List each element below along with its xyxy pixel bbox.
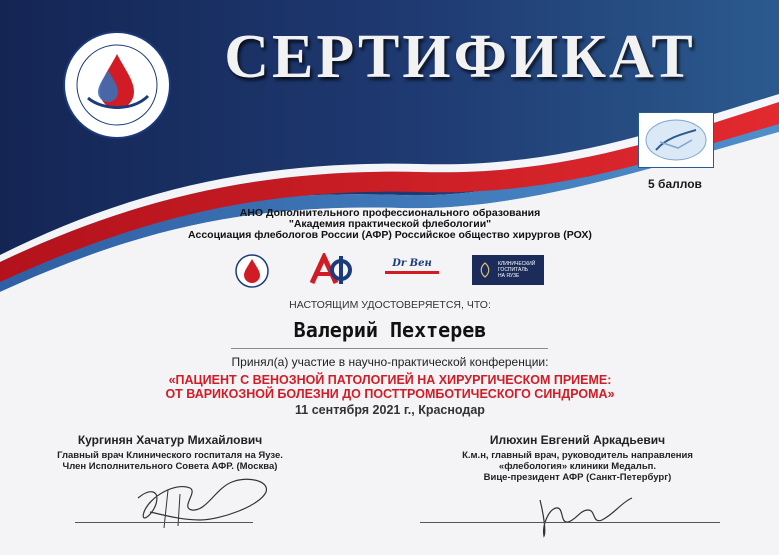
leaf-icon [476, 261, 494, 279]
signatory-right-name: Илюхин Евгений Аркадьевич [489, 433, 666, 447]
signature-right [530, 480, 640, 540]
signatory-right [405, 433, 750, 483]
conference-title-line-1: «ПАЦИЕНТ С ВЕНОЗНОЙ ПАТОЛОГИЕЙ НА ХИРУРГИЧЕСКОМ ПРИЕМЕ: [168, 373, 612, 387]
signature-line-left [75, 522, 253, 523]
points-label: 5 баллов [648, 177, 702, 191]
signatory-right-role-2: «флебология» клиники Медальп. [498, 461, 657, 472]
recipient-underline [231, 348, 548, 349]
phlebology-academy-logo [638, 112, 714, 168]
kliniki-line-1: КЛИНИЧЕСКИЙ [498, 261, 536, 267]
doctor-ven-underline [385, 271, 439, 274]
signatory-right-role-3: Вице-президент АФР (Санкт-Петербург) [483, 472, 672, 483]
kliniki-line-3: НА ЯУЗЕ [498, 273, 520, 279]
doctor-ven-logo [385, 258, 439, 288]
conference-seal-logo [62, 30, 172, 140]
kliniki-logo-text [498, 261, 535, 279]
signature-line-right [420, 522, 720, 523]
signatory-left-role-1: Главный врач Клинического госпиталя на Яузе. [57, 450, 283, 461]
doctor-ven-logo-text: Dr Вен [392, 258, 432, 269]
recipient-name: Валерий Пехтерев [293, 318, 487, 342]
signatory-left-name: Кургинян Хачатур Михайлович [77, 433, 263, 447]
organizer-line-1: АНО Дополнительного профессионального образования [239, 207, 541, 219]
conference-title-line-2: ОТ ВАРИКОЗНОЙ БОЛЕЗНИ ДО ПОСТТРОМБОТИЧЕСКОГО СИНДРОМА» [165, 387, 615, 401]
organizer-line-2: "Академия практической флебологии" [288, 218, 492, 230]
signatory-left [20, 433, 320, 472]
afr-logo [308, 253, 352, 287]
signatory-right-role-1: К.м.н, главный врач, руководитель направления [462, 450, 693, 461]
organizer-line-3: Ассоциация флебологов России (АФР) Российское общество хирургов (РОХ) [188, 229, 592, 241]
kliniki-line-2: ГОСПИТАЛЬ [498, 267, 529, 273]
certify-statement: НАСТОЯЩИМ УДОСТОВЕРЯЕТСЯ, ЧТО: [289, 299, 491, 311]
signatory-left-role-2: Член Исполнительного Совета АФР. (Москва) [62, 461, 278, 472]
kliniki-hospital-logo [472, 255, 544, 285]
conference-mini-logo [232, 253, 272, 289]
date-place: 11 сентября 2021 г., Краснодар [295, 403, 485, 417]
certificate-title: СЕРТИФИКАТ [224, 23, 696, 91]
participation-text: Принял(а) участие в научно-практической конференции: [231, 355, 549, 369]
